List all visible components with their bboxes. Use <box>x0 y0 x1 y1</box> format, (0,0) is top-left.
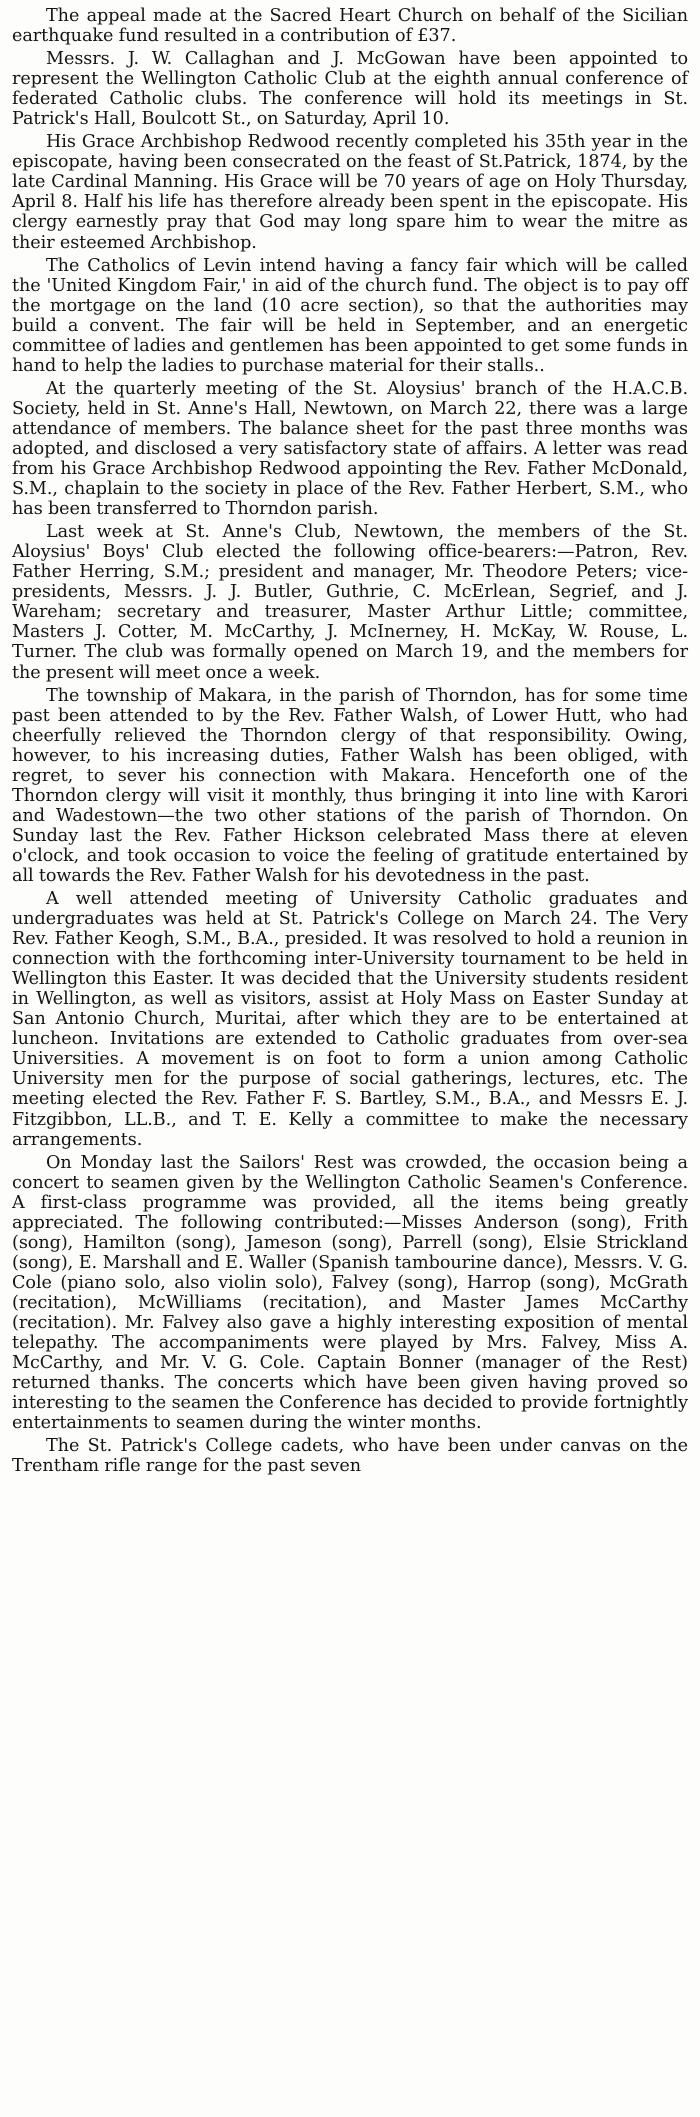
news-paragraph-hacb-meeting: At the quarterly meeting of the St. Aloysius' branch of the H.A.C.B. Society, held in St. Anne's Hall, Newtown, on March 22, there was a large attendance of members. The balance sheet for the past three months was adopted, and disclosed a very satisfactory state of affairs. A letter was read from his Grace Archbishop Redwood appointing the Rev. Father McDonald, S.M., chaplain to the society in place of the Rev. Father Herbert, S.M., who has been transferred to Thorndon parish. <box>12 378 688 520</box>
news-column <box>12 6 688 1476</box>
news-paragraph-university-graduates: A well attended meeting of University Catholic graduates and undergraduates was held at St. Patrick's College on March 24. The Very Rev. Father Keogh, S.M., B.A., presided. It was resolved to hold a reunion in connection with the forthcoming inter-University tournament to be held in Wellington this Easter. It was decided that the University students resident in Wellington, as well as visitors, assist at Holy Mass on Easter Sunday at San Antonio Church, Muritai, after which they are to be entertained at luncheon. Invitations are extended to Catholic graduates from over-sea Universities. A movement is on foot to form a union among Catholic University men for the purpose of social gatherings, lectures, etc. The meeting elected the Rev. Father F. S. Bartley, S.M., B.A., and Messrs E. J. Fitzgibbon, LL.B., and T. E. Kelly a committee to make the necessary arrangements. <box>12 889 688 1150</box>
news-paragraph-catholic-club-conference: Messrs. J. W. Callaghan and J. McGowan have been appointed to represent the Wellington Catholic Club at the eighth annual conference of federated Catholic clubs. The conference will hold its meetings in St. Patrick's Hall, Boulcott St., on Saturday, April 10. <box>12 49 688 130</box>
news-paragraph-makara: The township of Makara, in the parish of Thorndon, has for some time past been attended to by the Rev. Father Walsh, of Lower Hutt, who had cheerfully relieved the Thorndon clergy of that responsibility. Owing, however, to his increasing duties, Father Walsh has been obliged, with regret, to sever his connection with Makara. Henceforth one of the Thorndon clergy will visit it monthly, thus bringing it into line with Karori and Wadestown—the two other stations of the parish of Thorndon. On Sunday last the Rev. Father Hickson celebrated Mass there at eleven o'clock, and took occasion to voice the feeling of gratitude entertained by all towards the Rev. Father Walsh for his devotedness in the past. <box>12 685 688 886</box>
news-paragraph-college-cadets: The St. Patrick's College cadets, who have been under canvas on the Trentham rifle range for the past seven <box>12 1436 688 1477</box>
news-paragraph-archbishop-redwood: His Grace Archbishop Redwood recently completed his 35th year in the episcopate, having been consecrated on the feast of St.Patrick, 1874, by the late Cardinal Manning. His Grace will be 70 years of age on Holy Thursday, April 8. Half his life has therefore already been spent in the episcopate. His clergy earnestly pray that God may long spare him to wear the mitre as their esteemed Archbishop. <box>12 132 688 253</box>
news-paragraph-boys-club: Last week at St. Anne's Club, Newtown, the members of the St. Aloysius' Boys' Club elected the following office-bearers:—Patron, Rev. Father Herring, S.M.; president and manager, Mr. Theodore Peters; vice-presidents, Messrs. J. J. Butler, Guthrie, C. McErlean, Segrief, and J. Wareham; secretary and treasurer, Master Arthur Little; committee, Masters J. Cotter, M. McCarthy, J. McInerney, H. McKay, W. Rouse, L. Turner. The club was formally opened on March 19, and the members for the present will meet once a week. <box>12 522 688 683</box>
news-paragraph-sicilian-fund: The appeal made at the Sacred Heart Church on behalf of the Sicilian earthquake fund resulted in a contribution of £37. <box>12 6 688 47</box>
news-paragraph-levin-fair: The Catholics of Levin intend having a fancy fair which will be called the 'United Kingdom Fair,' in aid of the church fund. The object is to pay off the mortgage on the land (10 acre section), so that the authorities may build a convent. The fair will be held in September, and an energetic committee of ladies and gentlemen has been appointed to get some funds in hand to help the ladies to purchase material for their stalls.. <box>12 255 688 376</box>
news-paragraph-sailors-rest-concert: On Monday last the Sailors' Rest was crowded, the occasion being a concert to seamen given by the Wellington Catholic Seamen's Conference. A first-class programme was provided, all the items being greatly appreciated. The following contributed:—Misses Anderson (song), Frith (song), Hamilton (song), Jameson (song), Parrell (song), Elsie Strickland (song), E. Marshall and E. Waller (Spanish tambourine dance), Messrs. V. G. Cole (piano solo, also violin solo), Falvey (song), Harrop (song), McGrath (recitation), McWilliams (recitation), and Master James McCarthy (recitation). Mr. Falvey also gave a highly interesting exposition of mental telepathy. The accompaniments were played by Mrs. Falvey, Miss A. McCarthy, and Mr. V. G. Cole. Captain Bonner (manager of the Rest) returned thanks. The concerts which have been given having proved so interesting to the seamen the Conference has decided to provide fortnightly entertainments to seamen during the winter months. <box>12 1152 688 1434</box>
